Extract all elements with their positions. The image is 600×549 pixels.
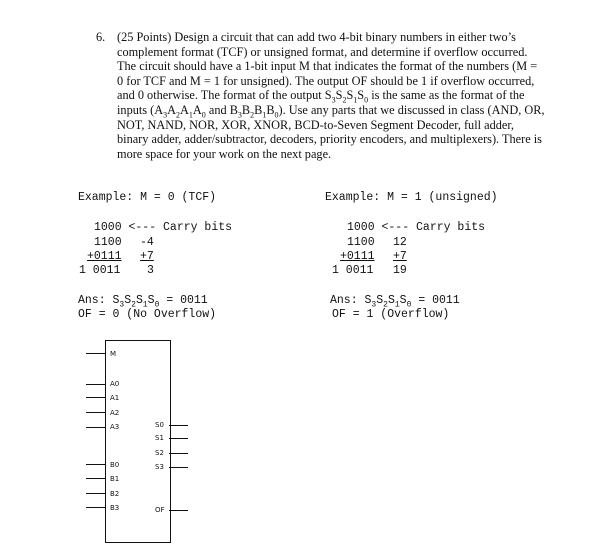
- output-wire-s0: [169, 425, 188, 426]
- pin-label-b0: B0: [110, 461, 120, 469]
- output-wire-s3: [169, 467, 188, 468]
- example-tcf-a-bits: 1100: [94, 236, 122, 249]
- example-unsigned-overflow: OF = 1 (Overflow): [332, 308, 450, 321]
- output-wire-s1: [169, 438, 188, 439]
- input-wire-m: [86, 353, 105, 354]
- pin-label-m: M: [110, 350, 117, 358]
- example-tcf-carry: 1000 <--- Carry bits: [94, 221, 233, 234]
- example-tcf-title: Example: M = 0 (TCF): [78, 191, 217, 204]
- input-wire-b1: [86, 478, 105, 479]
- example-unsigned-b-value: +7: [393, 250, 407, 263]
- input-wire-a1: [86, 397, 105, 398]
- pin-label-a3: A3: [110, 423, 120, 431]
- problem-statement: [96, 30, 546, 161]
- input-wire-b2: [86, 493, 105, 494]
- output-wire-s2: [169, 453, 188, 454]
- pin-label-s0: S0: [155, 421, 164, 429]
- example-tcf-sum-value: 3: [147, 264, 154, 277]
- example-unsigned-carry: 1000 <--- Carry bits: [347, 221, 486, 234]
- pin-label-b1: B1: [110, 475, 120, 483]
- input-wire-a0: [86, 384, 105, 385]
- example-unsigned-a-value: 12: [393, 236, 407, 249]
- pin-label-s2: S2: [155, 449, 164, 457]
- example-tcf-b-bits: +0111: [87, 250, 122, 263]
- problem-points: (25 Points): [117, 30, 172, 44]
- example-unsigned-title: Example: M = 1 (unsigned): [325, 191, 498, 204]
- input-wire-a2: [86, 412, 105, 413]
- example-unsigned-sum-value: 19: [393, 264, 407, 277]
- output-wire-of: [169, 510, 188, 511]
- input-wire-b0: [86, 464, 105, 465]
- pin-label-a0: A0: [110, 380, 120, 388]
- input-wire-a3: [86, 427, 105, 428]
- pin-label-b2: B2: [110, 490, 120, 498]
- pin-label-b3: B3: [110, 504, 120, 512]
- problem-text: [117, 30, 546, 161]
- example-unsigned-a-bits: 1100: [347, 236, 375, 249]
- pin-label-a1: A1: [110, 394, 120, 402]
- problem-number: 6.: [96, 30, 106, 44]
- example-tcf-a-value: -4: [140, 236, 154, 249]
- pin-label-s3: S3: [155, 463, 164, 471]
- example-unsigned-answer: Ans: $S_3S_2S_1S_0 = 0011$: [330, 294, 460, 310]
- example-tcf-answer: Ans: $S_3S_2S_1S_0 = 0011$: [78, 294, 208, 310]
- problem-body: Design a circuit that can add two 4-bit binary numbers in either two’s complement format (TCF) or unsigned format, and determine if overflow occurred. The circuit should have a 1-bit input M that indicates the format of the numbers (M = 0 for TCF and M = 1 for unsigned). The output OF should be 1 if overflow occurred, and 0 otherwise. The format of the output $S_3S_2S_1S_0$ is the same as the format of the inputs ($A_3A_2A_1A_0$ and $B_3B_2B_1B_0$). Use any parts that we discussed in class (AND, OR, NOT, NAND, NOR, XOR, XNOR, BCD-to-Seven Segment Decoder, full adder, binary adder, adder/subtractor, decoders, priority encoders, and multiplexers). There is more space for your work on the next page.: [117, 30, 545, 161]
- example-tcf-b-value: +7: [140, 250, 154, 263]
- example-tcf-overflow: OF = 0 (No Overflow): [78, 308, 217, 321]
- example-unsigned-sum-bits: 1 0011: [332, 264, 374, 277]
- example-tcf-sum-bits: 1 0011: [79, 264, 121, 277]
- pin-label-of: OF: [155, 506, 165, 514]
- example-unsigned-b-bits: +0111: [340, 250, 375, 263]
- input-wire-b3: [86, 507, 105, 508]
- pin-label-a2: A2: [110, 409, 120, 417]
- pin-label-s1: S1: [155, 434, 164, 442]
